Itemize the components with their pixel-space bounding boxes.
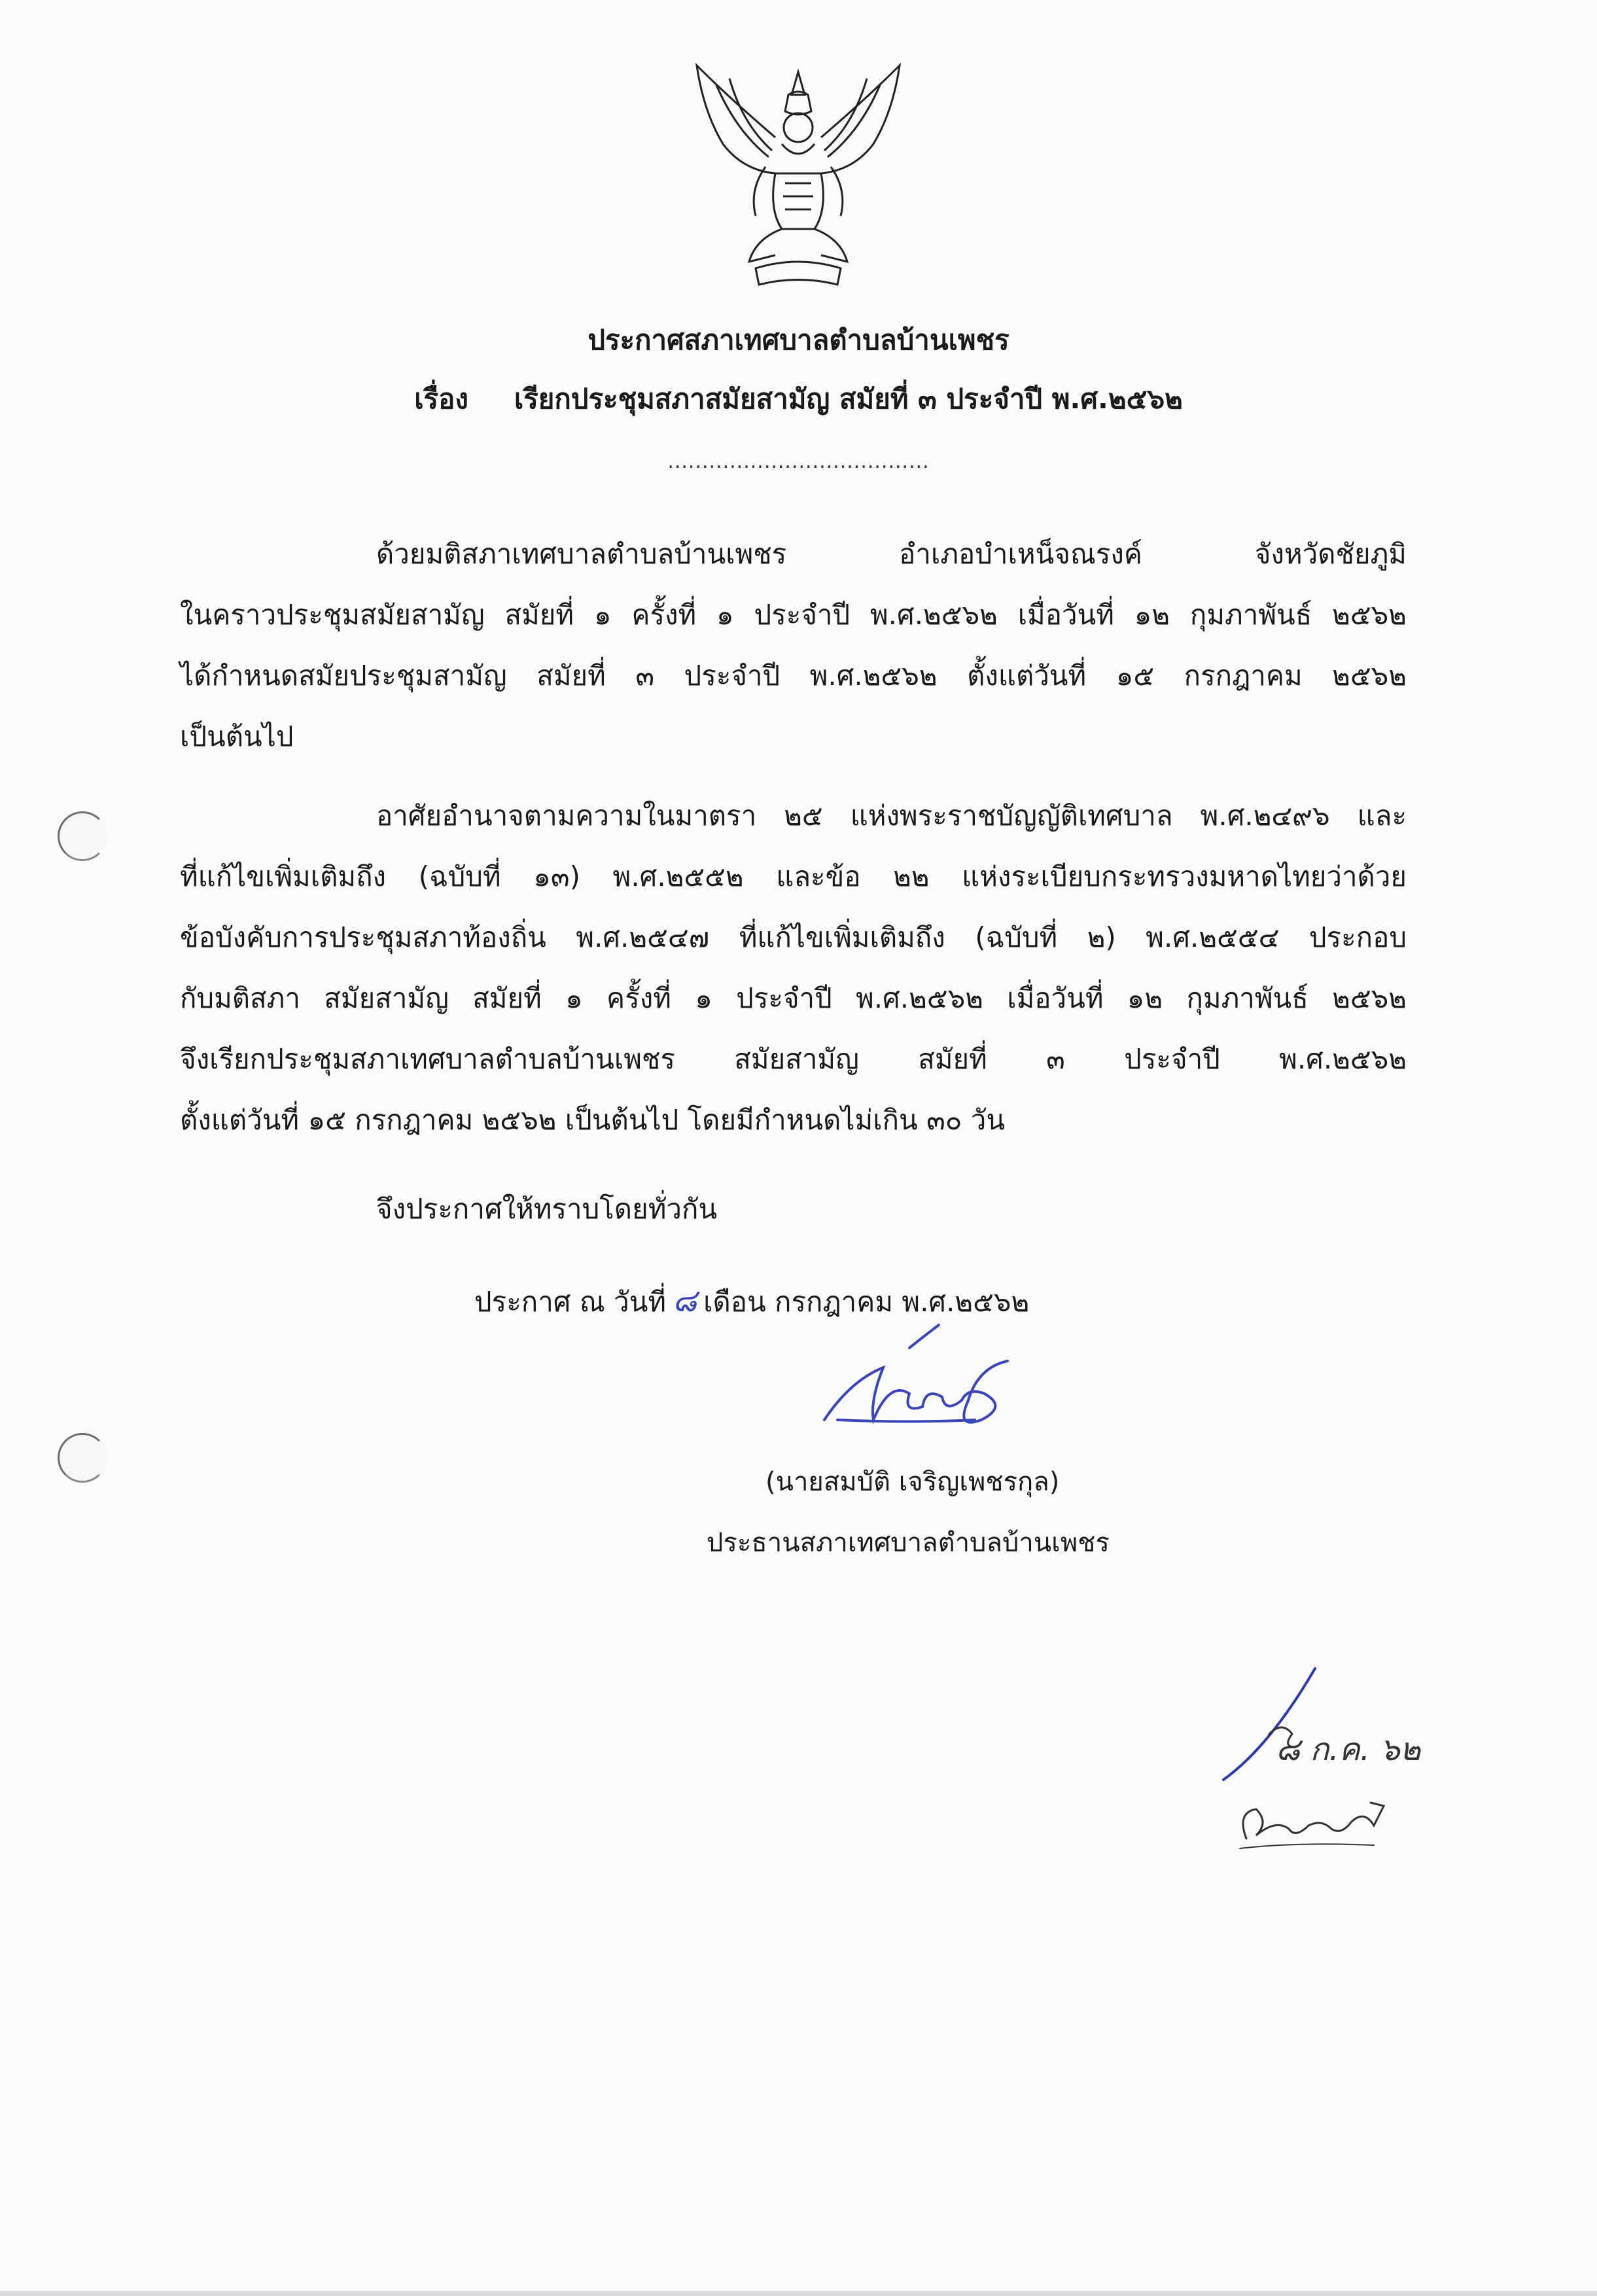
title-separator: ......................................: [667, 450, 930, 473]
paragraph-line: ข้อบังคับการประชุมสภาท้องถิ่น พ.ศ.๒๕๔๗ ที่แก้ไขเพิ่มเติมถึง (ฉบับที่ ๒) พ.ศ.๒๕๕๔ ประกอบ: [180, 921, 1407, 953]
handwritten-initials-icon: [1217, 1662, 1426, 1871]
handwritten-signature-icon: [811, 1322, 1034, 1439]
paragraph-line: กับมติสภา สมัยสามัญ สมัยที่ ๑ ครั้งที่ ๑ ประจำปี พ.ศ.๒๕๖๒ เมื่อวันที่ ๑๒ กุมภาพันธ์ ๒๕๖๒: [180, 982, 1407, 1014]
scan-edge: [0, 2291, 1597, 2296]
paragraph-line: ในคราวประชุมสมัยสามัญ สมัยที่ ๑ ครั้งที่ ๑ ประจำปี พ.ศ.๒๕๖๒ เมื่อวันที่ ๑๒ กุมภาพันธ์ ๒๕๖๒: [180, 599, 1407, 631]
paragraph-line: ด้วยมติสภาเทศบาลตำบลบ้านเพชร อำเภอบำเหน็จณรงค์ จังหวัดชัยภูมิ: [376, 538, 1407, 570]
signer-position: ประธานสภาเทศบาลตำบลบ้านเพชร: [707, 1528, 1110, 1558]
annotation-note: ๘ ก.ค. ๖๒: [1276, 1731, 1421, 1768]
paragraph-line: อาศัยอำนาจตามความในมาตรา ๒๕ แห่งพระราชบัญญัติเทศบาล พ.ศ.๒๔๙๖ และ: [376, 800, 1407, 832]
paragraph-line: ตั้งแต่วันที่ ๑๕ กรกฎาคม ๒๕๖๒ เป็นต้นไป โดยมีกำหนดไม่เกิน ๓๐ วัน: [180, 1104, 1006, 1136]
subject-text: เรียกประชุมสภาสมัยสามัญ สมัยที่ ๓ ประจำปี พ.ศ.๒๕๖๒: [514, 383, 1183, 415]
paragraph-line: เป็นต้นไป: [180, 720, 294, 752]
signer-name: (นายสมบัติ เจริญเพชรกุล): [765, 1467, 1060, 1497]
paragraph-line: จึงเรียกประชุมสภาเทศบาลตำบลบ้านเพชร สมัยสามัญ สมัยที่ ๓ ประจำปี พ.ศ.๒๕๖๒: [180, 1043, 1407, 1075]
document-title: ประกาศสภาเทศบาลตำบลบ้านเพชร: [588, 324, 1009, 356]
punch-hole: [58, 1433, 107, 1483]
closing-statement: จึงประกาศให้ทราบโดยทั่วกัน: [376, 1193, 718, 1225]
paragraph-2: [180, 785, 1407, 1150]
subject-label: เรื่อง: [414, 383, 468, 415]
date-prefix: ประกาศ ณ วันที่: [474, 1286, 667, 1318]
punch-hole: [58, 811, 107, 861]
document-subject: [0, 380, 1597, 419]
paragraph-line: ที่แก้ไขเพิ่มเติมถึง (ฉบับที่ ๑๓) พ.ศ.๒๕๕๒ และข้อ ๒๒ แห่งระเบียบกระทรวงมหาดไทยว่าด้วย: [180, 860, 1407, 892]
announcement-date: [474, 1276, 1029, 1326]
paragraph-line: ได้กำหนดสมัยประชุมสามัญ สมัยที่ ๓ ประจำปี พ.ศ.๒๕๖๒ ตั้งแต่วันที่ ๑๕ กรกฎาคม ๒๕๖๒: [180, 660, 1407, 692]
paragraph-1: [180, 523, 1407, 767]
date-day: ๘: [673, 1282, 697, 1319]
garuda-emblem-icon: [677, 59, 919, 301]
date-suffix: เดือน กรกฎาคม พ.ศ.๒๕๖๒: [703, 1286, 1030, 1318]
